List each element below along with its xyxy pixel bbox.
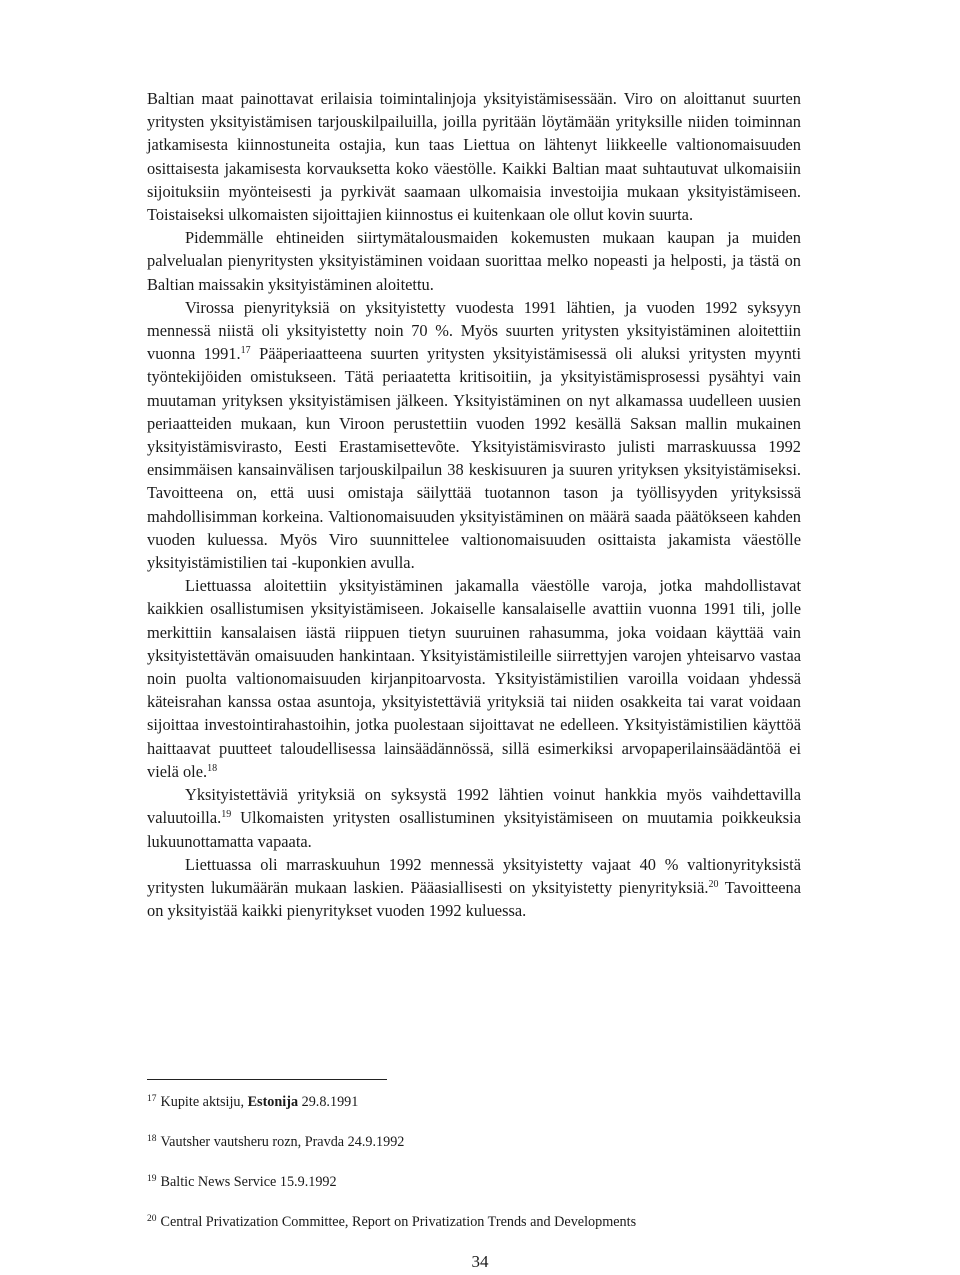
paragraph-text: Liettuassa aloitettiin yksityistäminen jakamalla väestölle varoja, jotka mahdollistavat kaikkien osallistumisen yksityistämiseen. Jokaiselle kansalaiselle avattiin vuonna 1991 tili, jolle merkittiin kansalaisen iästä riippuen tietyn suuruinen rahasumma, joka voidaan käyttää vain yksityistettävän omaisuuden hankintaan. Yksityistämistileille siirrettyjen varojen yhteisarvo vastaa noin puolta valtionomaisuuden kirjanpitoarvosta. Yksityistämistilien varoilla voidaan yhdessä käteisrahan kanssa ostaa asuntoja, yksityistettäviä yrityksiä tai niiden osakkeita tai varat voidaan sijoittaa investointirahastoihin, jotka puolestaan sijoittavat ne edelleen. Yksityistämistilien käyttöä haittaavat puutteet taloudellisessa lainsäädännössä, sillä esimerkiksi arvopaperilainsäädäntöä ei vielä ole. — [147, 576, 801, 781]
footnote-20 — [147, 1213, 801, 1231]
paragraph-text: Ulkomaisten yritysten osallistuminen yksityistämiseen on muutamia poikkeuksia lukuunottamatta vapaata. — [147, 808, 801, 851]
paragraph-4 — [147, 574, 801, 783]
paragraph-text: Yksityistettäviä yrityksiä on syksystä 1992 lähtien voinut hankkia myös vaihdettavilla valuutoilla. — [147, 785, 801, 828]
footnote-text: Vautsher vautsheru rozn, Pravda 24.9.1992 — [160, 1134, 405, 1150]
paragraph-text: Liettuassa oli marraskuuhun 1992 mennessä yksityistetty vajaat 40 % valtionyrityksistä yritysten lukumäärän mukaan laskien. Pääasiallisesti on yksityistetty pienyrityksiä. — [147, 854, 801, 897]
footnote-number: 17 — [147, 1094, 157, 1104]
body-text — [147, 87, 801, 922]
paragraph-text: Virossa pienyrityksiä on yksityistetty vuodesta 1991 lähtien, ja vuoden 1992 syksyyn mennessä niistä oli yksityistetty noin 70 %. Myös suurten yritysten yksityistäminen aloitettiin vuonna 1991. — [147, 297, 801, 364]
paragraph-text: Tavoitteena on yksityistää kaikki pienyritykset vuoden 1992 kuluessa. — [147, 877, 801, 921]
paragraph-3 — [147, 296, 801, 574]
footnote-ref-20: 20 — [708, 878, 719, 890]
footnote-ref-18: 18 — [207, 762, 218, 774]
paragraph-text: Pääperiaatteena suurten yritysten yksityistämisessä oli aluksi yritysten myynti työntekijöiden omistukseen. Tätä periaatetta kritisoitiin, ja yksityistämisprosessi pysähtyi vain muutaman yrityksen yksityistämisen jälkeen. Yksityistäminen on nyt alkamassa uudelleen uusien periaatteiden mukaan, kun Viroon perustettiin vuoden 1992 kesällä Saksan mallin mukainen yksityistämisvirasto, Eesti Erastamisettevõte. Yksityistämisvirasto julisti marraskuussa 1992 ensimmäisen kansainvälisen tarjouskilpailun 38 keskisuuren ja suuren yrityksen yksityistämiseksi. Tavoitteena on, että uusi omistaja säilyttää tuotannon tason ja työllisyyden yrityksissä mahdollisimman korkeina. Valtionomaisuuden yksityistäminen on määrä saada päätökseen kahden vuoden kuluessa. Myös Viro suunnittelee valtionomaisuuden osittaista jakamista väestölle yksityistämistilien tai -kuponkien avulla. — [147, 344, 802, 573]
footnote-number: 18 — [147, 1134, 157, 1144]
footnote-ref-17: 17 — [240, 345, 251, 357]
footnote-text: Baltic News Service 15.9.1992 — [160, 1174, 337, 1190]
footnote-number: 20 — [147, 1214, 157, 1224]
paragraph-5 — [147, 783, 801, 853]
paragraph-2 — [147, 226, 801, 296]
footnote-separator — [147, 1079, 387, 1080]
footnote-text: Central Privatization Committee, Report on Privatization Trends and Developments — [160, 1214, 637, 1230]
footnote-18 — [147, 1133, 801, 1151]
paragraph-6 — [147, 853, 801, 923]
footnote-19 — [147, 1173, 801, 1191]
page-number: 34 — [471, 1252, 489, 1271]
footnotes — [147, 1093, 801, 1253]
footnote-text: Kupite aktsiju, — [160, 1094, 248, 1110]
footnote-17 — [147, 1093, 801, 1111]
footnote-number: 19 — [147, 1174, 157, 1184]
paragraph-1 — [147, 87, 801, 226]
paragraph-text: Pidemmälle ehtineiden siirtymätalousmaiden kokemusten mukaan kaupan ja muiden palvelualan pienyritysten yksityistäminen voidaan suorittaa melko nopeasti ja helposti, ja tästä on Baltian maissakin yksityistäminen aloitettu. — [147, 228, 801, 294]
footnote-text: 29.8.1991 — [298, 1094, 359, 1110]
footnote-ref-19: 19 — [221, 809, 232, 821]
footnote-source-title: Estonija — [247, 1094, 299, 1110]
paragraph-text: Baltian maat painottavat erilaisia toimintalinjoja yksityistämisessään. Viro on aloittanut suurten yritysten yksityistämisen tarjouskilpailuilla, joilla pyritään löytämään yrityksille niiden toiminnan jatkamisesta kiinnostuneita ostajia, kun taas Liettua on lähtenyt liikkeelle valtionomaisuuden osittaisesta jakamisesta korvauksetta koko väestölle. Kaikki Baltian maat suhtautuvat ulkomaisiin sijoituksiin myönteisesti ja pyrkivät saamaan ulkomaisia investoijia mukaan yksityistämiseen. Toistaiseksi ulkomaisten sijoittajien kiinnostus ei kuitenkaan ole ollut kovin suurta. — [147, 89, 801, 225]
